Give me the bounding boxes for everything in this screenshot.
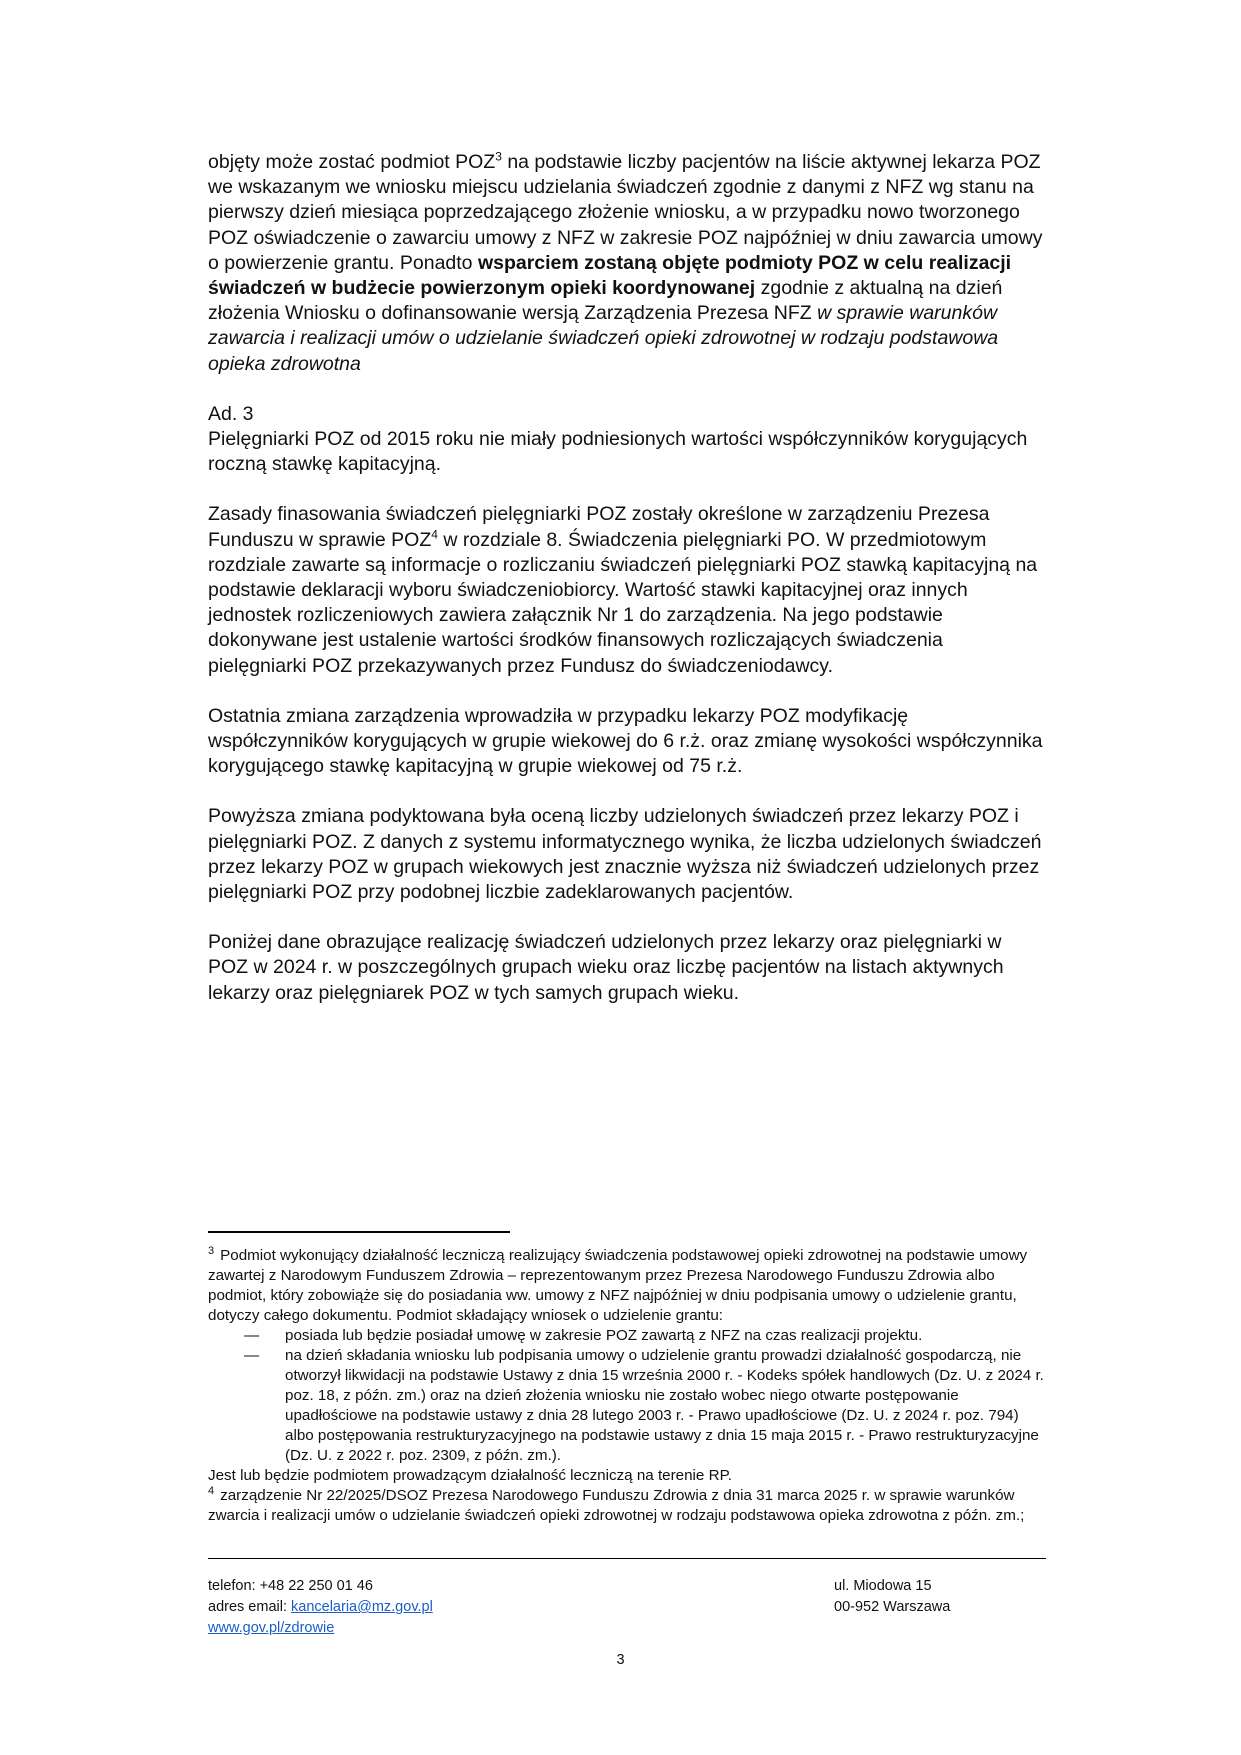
paragraph-6: Poniżej dane obrazujące realizację świadczeń udzielonych przez lekarzy oraz pielęgniarki w POZ w 2024 r. w poszczególnych grupach wieku oraz liczbę pacjentów na listach aktywnych lekarzy oraz pielęgniarek POZ w tych samych grupach wieku. — [208, 931, 1004, 1004]
paragraph-4: Ostatnia zmiana zarządzenia wprowadziła w przypadku lekarzy POZ modyfikację współczynników korygujących w grupie wiekowej do 6 r.ż. oraz zmianę wysokości współczynnika korygującego stawkę kapitacyjną w grupie wiekowej od 75 r.ż. — [208, 704, 1043, 778]
paragraph-3: Zasady finasowania świadczeń pielęgniarki POZ zostały określone w zarządzeniu Prezesa Funduszu w sprawie POZ$^4$ w rozdziale 8. Świadczenia pielęgniarki PO. W przedmiotowym rozdziale zawarte są informacje o rozliczaniu świadczeń pielęgniarki POZ stawką kapitacyjną na podstawie deklaracji wyboru świadczeniobiorcy. Wartość stawki kapitacyjnej oraz innych jednostek rozliczeniowych zawiera załącznik Nr 1 do zarządzenia. Na jego podstawie dokonywane jest ustalenie wartości środków finansowych rozliczających świadczenia pielęgniarki POZ przekazywanych przez Fundusz do świadczeniodawcy. — [208, 503, 1038, 677]
page-number: 3 — [616, 1652, 625, 1668]
footer-city: 00-952 Warszawa — [834, 1599, 951, 1615]
website-link[interactable]: www.gov.pl/zdrowie — [208, 1620, 335, 1636]
email-link[interactable]: kancelaria@mz.gov.pl — [291, 1599, 433, 1615]
dash-bullet: — — [244, 1347, 260, 1364]
paragraph-2: Pielęgniarki POZ od 2015 roku nie miały podniesionych wartości współczynników korygujących roczną stawkę kapitacyjną. — [208, 428, 1028, 476]
footnote-3: $^3$ Podmiot wykonujący działalność leczniczą realizujący świadczenia podstawowej opieki zdrowotnej na podstawie umowy zawartej z Narodowym Funduszem Zdrowia – reprezentowanym przez Prezesa Narodowego Funduszu Zdrowia albo podmiot, który zobowiąże się do posiadania ww. umowy z NFZ najpóźniej w dniu podpisania umowy o udzielenie grantu, dotyczy całego dokumentu. Podmiot składający wniosek o udzielenie grantu: — [208, 1244, 1028, 1324]
footer-contact — [208, 1576, 433, 1639]
footer-website-line — [208, 1618, 433, 1639]
italic-title: w sprawie warunków zawarcia i realizacji umów o udzielanie świadczeń opieki zdrowotnej w rodzaju podstawowa opieka zdrowotna — [208, 302, 999, 375]
section-heading-ad3: Ad. 3 — [208, 402, 254, 425]
footnote-separator — [208, 1231, 510, 1233]
bold-phrase: wsparciem zostaną objęte podmioty POZ w celu realizacji świadczeń w budżecie powierzonym opieki koordynowanej — [208, 251, 1012, 300]
footer-separator — [208, 1558, 1046, 1559]
list-item: — posiada lub będzie posiadał umowę w zakresie POZ zawartą z NFZ na czas realizacji projektu. — [244, 1327, 923, 1344]
footnote-ref-3[interactable]: 3 — [495, 149, 502, 164]
footer-address — [834, 1576, 950, 1618]
list-item: — na dzień składania wniosku lub podpisania umowy o udzielenie grantu prowadzi działalność gospodarczą, nie otworzył likwidacji na podstawie Ustawy z dnia 15 września 2000 r. - Kodeks spółek handlowych (Dz. U. z 2024 r. poz. 18, z późn. zm.) oraz na dzień złożenia wniosku nie zostało wobec niego otwarte postępowanie upadłościowe na podstawie ustawy z dnia 28 lutego 2003 r. - Prawo upadłościowe (Dz. U. z 2024 r. poz. 794) albo postępowania restrukturyzacyjnego na podstawie ustawy z dnia 15 maja 2015 r. - Prawo restrukturyzacyjne (Dz. U. z 2022 r. poz. 2309, z późn. zm.). — [244, 1347, 1044, 1464]
paragraph-5: Powyższa zmiana podyktowana była oceną liczby udzielonych świadczeń przez lekarzy POZ i pielęgniarki POZ. Z danych z systemu informatycznego wynika, że liczba udzielonych świadczeń przez lekarzy POZ w grupach wiekowych jest znacznie wyższa niż świadczeń udzielonych przez pielęgniarki POZ przy podobnej liczbie zadeklarowanych pacjentów. — [208, 805, 1042, 904]
footnote-number-3: 3 — [208, 1244, 215, 1257]
paragraph-1: objęty może zostać podmiot POZ$^3$ na podstawie liczby pacjentów na liście aktywnej lekarza POZ we wskazanym we wniosku miejscu udzielania świadczeń zgodnie z danymi z NFZ wg stanu na pierwszy dzień miesiąca poprzedzającego złożenie wniosku, a w przypadku nowo tworzonego POZ oświadczenie o zawarciu umowy z NFZ w zakresie POZ najpóźniej w dniu zawarcia umowy o powierzenie grantu. Ponadto wsparciem zostaną objęte podmioty POZ w celu realizacji świadczeń w budżecie powierzonym opieki koordynowanej zgodnie z aktualną na dzień złożenia Wniosku o dofinansowanie wersją Zarządzenia Prezesa NFZ w sprawie warunków zawarcia i realizacji umów o udzielanie świadczeń opieki zdrowotnej w rodzaju podstawowa opieka zdrowotna — [208, 149, 1043, 375]
dash-bullet: — — [244, 1327, 260, 1344]
footer-phone: telefon: +48 22 250 01 46 — [208, 1578, 373, 1594]
body-text — [208, 150, 1043, 1006]
footnote-number-4: 4 — [208, 1484, 215, 1497]
footnote-4: $^4$ zarządzenie Nr 22/2025/DSOZ Prezesa Narodowego Funduszu Zdrowia z dnia 31 marca 2025 r. w sprawie warunków zwarcia i realizacji umów o udzielanie świadczeń opieki zdrowotnej w rodzaju podstawowa opieka zdrowotna z późn. zm.; — [208, 1484, 1025, 1524]
footnote-3-list — [208, 1326, 1046, 1466]
footnotes — [208, 1246, 1046, 1526]
footnote-ref-4[interactable]: 4 — [431, 527, 438, 542]
footer-street: ul. Miodowa 15 — [834, 1578, 932, 1594]
footer-email-line: adres email: kancelaria@mz.gov.pl — [208, 1599, 433, 1615]
footnote-3-closing: Jest lub będzie podmiotem prowadzącym działalność leczniczą na terenie RP. — [208, 1467, 732, 1484]
